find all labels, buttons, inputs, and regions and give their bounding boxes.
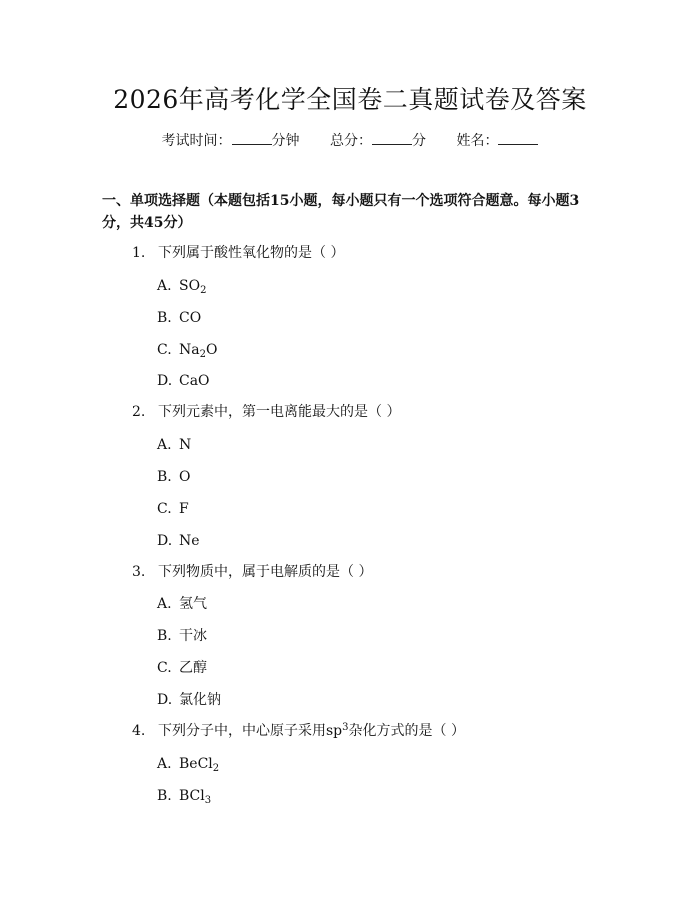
time-label: 考试时间：	[161, 133, 232, 149]
option-letter: A.	[157, 278, 172, 294]
q1-option-b	[157, 308, 201, 328]
question-number: 2.	[132, 404, 146, 420]
option-text: $SO_2$	[179, 278, 207, 296]
q3-option-d	[157, 690, 221, 710]
option-text: BeCl$_2$	[179, 756, 220, 774]
question-text: 下列元素中，第一电离能最大的是（ ）	[158, 404, 401, 420]
time-blank	[232, 132, 272, 145]
option-text: 乙醇	[179, 660, 207, 676]
option-letter: A.	[157, 596, 172, 612]
option-letter: B.	[157, 310, 172, 326]
option-text: BCl$_3$	[179, 788, 212, 806]
time-field	[162, 131, 300, 151]
option-text: CO	[179, 310, 202, 326]
q4-option-a	[157, 754, 219, 774]
name-blank	[498, 132, 538, 145]
option-letter: B.	[157, 628, 172, 644]
question-1	[132, 243, 344, 263]
option-text: N	[179, 437, 192, 453]
q3-option-a	[157, 594, 207, 614]
option-text: 干冰	[179, 628, 207, 644]
question-number: 3.	[132, 564, 146, 580]
q2-option-b	[157, 467, 190, 487]
q2-option-a	[157, 435, 191, 455]
name-label: 姓名：	[456, 133, 499, 149]
option-letter: C.	[157, 660, 172, 676]
option-letter: D.	[157, 373, 173, 389]
q2-option-c	[157, 499, 189, 519]
option-text: CaO	[179, 373, 210, 389]
score-field	[330, 131, 426, 151]
question-number: 1.	[132, 245, 146, 261]
exam-title: 2026年高考化学全国卷二真题试卷及答案	[113, 85, 587, 114]
question-4	[132, 721, 465, 741]
option-letter: B.	[157, 788, 172, 804]
option-text: O	[179, 469, 191, 485]
q1-option-d	[157, 371, 210, 391]
option-text: $Na_2O$	[179, 342, 218, 360]
option-text: F	[179, 501, 189, 517]
question-text: 下列属于酸性氧化物的是（ ）	[158, 245, 345, 261]
score-unit: 分	[412, 133, 426, 149]
option-text: Ne	[179, 533, 200, 549]
option-letter: B.	[157, 469, 172, 485]
option-letter: C.	[157, 342, 172, 358]
option-letter: D.	[157, 692, 173, 708]
question-number: 4.	[132, 723, 146, 739]
question-3	[132, 562, 372, 582]
question-text: 下列物质中，属于电解质的是（ ）	[158, 564, 373, 580]
option-letter: D.	[157, 533, 173, 549]
score-label: 总分：	[330, 133, 372, 149]
section-heading: 一、单项选择题（本题包括15小题，每小题只有一个选项符合题意。每小题3分，共45分）	[102, 193, 580, 231]
option-letter: C.	[157, 501, 172, 517]
time-unit: 分钟	[271, 133, 300, 149]
option-letter: A.	[157, 756, 172, 772]
option-letter: A.	[157, 437, 172, 453]
exam-meta	[0, 131, 700, 151]
score-blank	[372, 132, 412, 145]
option-text: 氢气	[179, 596, 207, 612]
q1-option-c	[157, 340, 217, 360]
question-2	[132, 402, 400, 422]
q2-option-d	[157, 531, 200, 551]
q4-option-b	[157, 786, 211, 806]
name-field	[456, 131, 538, 151]
q3-option-c	[157, 658, 207, 678]
option-text: 氯化钠	[179, 692, 221, 708]
q3-option-b	[157, 626, 207, 646]
q1-option-a	[157, 276, 206, 296]
question-text: 下列分子中，中心原子采用$sp^3$杂化方式的是（ ）	[158, 722, 465, 739]
